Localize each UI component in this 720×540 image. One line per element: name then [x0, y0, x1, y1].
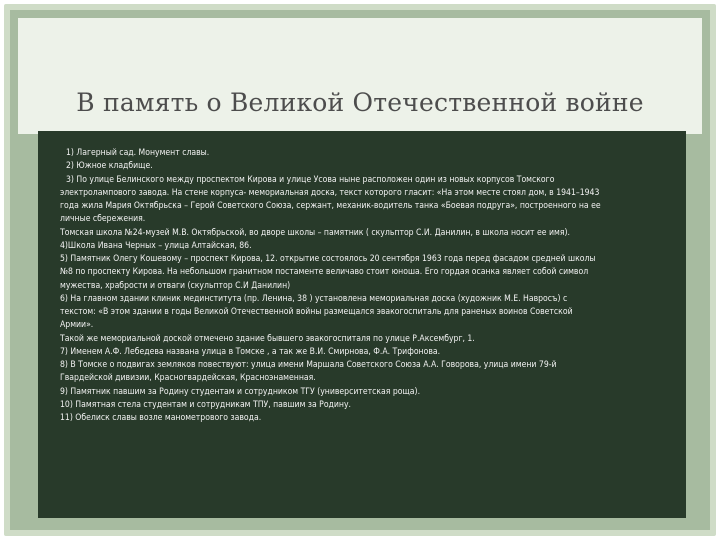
text-line: 10) Памятная стела студентам и сотрудникам ТПУ, павшим за Родину.	[60, 399, 352, 410]
text-line: Армии».	[60, 320, 94, 331]
text-line: 6) На главном здании клиник мединститута (пр. Ленина, 38 ) установлена мемориальная доска (художник М.Е. Навросъ) с	[60, 293, 568, 304]
text-line: Томская школа №24-музей М.В. Октябрьской, во дворе школы – памятник ( скульптор С.И. Данилин, в школа носит ее имя).	[60, 227, 570, 238]
title-panel	[18, 18, 702, 134]
text-line: Гвардейской дивизии, Красногвардейская, Красноэнаменная.	[60, 373, 316, 384]
slide-title: В память о Великой Отечественной войне	[76, 88, 644, 117]
text-line: Такой же мемориальной доской отмечено здание бывшего эвакогоспиталя по улице Р.Аксембург, 1.	[60, 333, 475, 344]
text-line: электролампового завода. На стене корпуса- мемориальная доска, текст которого гласит: «На этом месте стоял дом, в 1941–1943	[60, 187, 600, 198]
text-line: мужества, храбрости и отваги (скульптор С.И Данилин)	[60, 280, 291, 291]
text-line: 3) По улице Белинского между проспектом Кирова и улице Усова ныне расположен один из новых корпусов Томского	[66, 174, 555, 185]
text-line: 9) Памятник павшим за Родину студентам и сотрудником ТГУ (университетская роща).	[60, 386, 421, 397]
content-panel	[38, 131, 686, 518]
text-line: 11) Обелиск славы возле манометрового завода.	[60, 413, 262, 423]
text-line: 7) Именем А.Ф. Лебедева названа улица в Томске , а так же В.И. Смирнова, Ф.А. Трифонова.	[60, 346, 441, 357]
text-line: №8 по проспекту Кирова. На небольшом гранитном постаменте величаво стоит юноша. Его гордая осанка являет собой символ	[60, 267, 589, 278]
text-line: текстом: «В этом здании в годы Великой Отечественной войны размещался эвакогоспиталь для раненых воинов Советской	[60, 307, 573, 317]
text-line: года жила Мария Октябрьска – Герой Советского Союза, сержант, механик-водитель танка «Боевая подруга», построенного на ее	[60, 201, 601, 211]
text-line: 1) Лагерный сад. Монумент славы.	[66, 148, 210, 158]
text-line: 2) Южное кладбище.	[66, 161, 153, 172]
text-list	[60, 147, 680, 425]
text-line: 4)Школа Ивана Черных – улица Алтайская, 86.	[60, 240, 252, 251]
text-line: личные сбережения.	[60, 214, 146, 225]
text-line: 8) В Томске о подвигах земляков повествуют: улица имени Маршала Советского Союза А.А. Говорова, улица имени 79-й	[60, 360, 557, 370]
text-line: 5) Памятник Олегу Кошевому – проспект Кирова, 12. открытие состоялось 20 сентября 1963 года перед фасадом средней школы	[60, 254, 596, 264]
